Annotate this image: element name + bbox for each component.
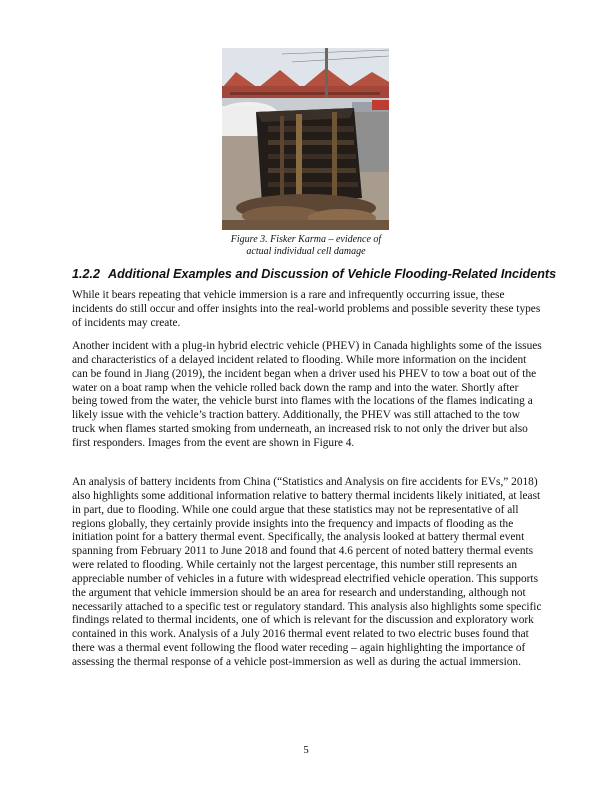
section-number: 1.2.2 xyxy=(72,267,101,281)
figure-photo xyxy=(222,48,389,230)
body-paragraph: While it bears repeating that vehicle immersion is a rare and infrequently occurring issue, these incidents do still occur and offer insights into the real-world problems and possible severity these types of incidents may create. xyxy=(72,289,541,329)
section-heading xyxy=(72,266,557,282)
caption-line-2: actual individual cell damage xyxy=(246,245,366,257)
section-title: Additional Examples and Discussion of Vehicle Flooding-Related Incidents xyxy=(108,267,557,281)
caption-line-1: Figure 3. Fisker Karma – evidence of xyxy=(230,234,382,245)
body-paragraph: Another incident with a plug-in hybrid electric vehicle (PHEV) in Canada highlights some of the issues and characteristics of a delayed incident related to flooding. While more information on the incident can be found in Jiang (2019), the incident began when a driver used his PHEV to tow a boat out of the water on a boat ramp when the vehicle rolled back down the ramp and into the water. Shortly after being towed from the water, the vehicle burst into flames with the locations of the flames indicating a likely issue with the vehicle’s traction battery. Additionally, the PHEV was still attached to the tow truck when flames started smoking from underneath, an increased risk to not only the driver but also first responders. Images from the event are shown in Figure 4. xyxy=(72,340,542,449)
page-number: 5 xyxy=(303,744,309,756)
body-paragraph: An analysis of battery incidents from China (“Statistics and Analysis on fire accidents for EVs,” 2018) also highlights some additional information relative to battery thermal incidents likely initiated, at least in part, due to flooding. While one could argue that these statistics may not be representative of all regions globally, they certainly provide insights into the frequency and impacts of flooding as the initiation point for a battery thermal event. Specifically, the analysis looked at battery thermal event spanning from February 2011 to June 2018 and found that 4.6 percent of noted battery thermal events were related to flooding. While certainly not the largest percentage, this number still represents an appreciable number of vehicles in a future with widespread electrified vehicle operation. This supports the argument that vehicle immersion should be an area for research and understanding, although not necessarily attached to a specific test or regulatory standard. This analysis also highlights some specific findings related to thermal incidents, one of which is relevant for the discussion and exploratory work contained in this work. Analysis of a July 2016 thermal event related to two electric buses found that there was a thermal event following the flood water receding – again highlighting the importance of assessing the thermal response of a vehicle post-immersion as well as during the actual immersion. xyxy=(72,476,542,668)
figure-caption xyxy=(150,234,462,257)
